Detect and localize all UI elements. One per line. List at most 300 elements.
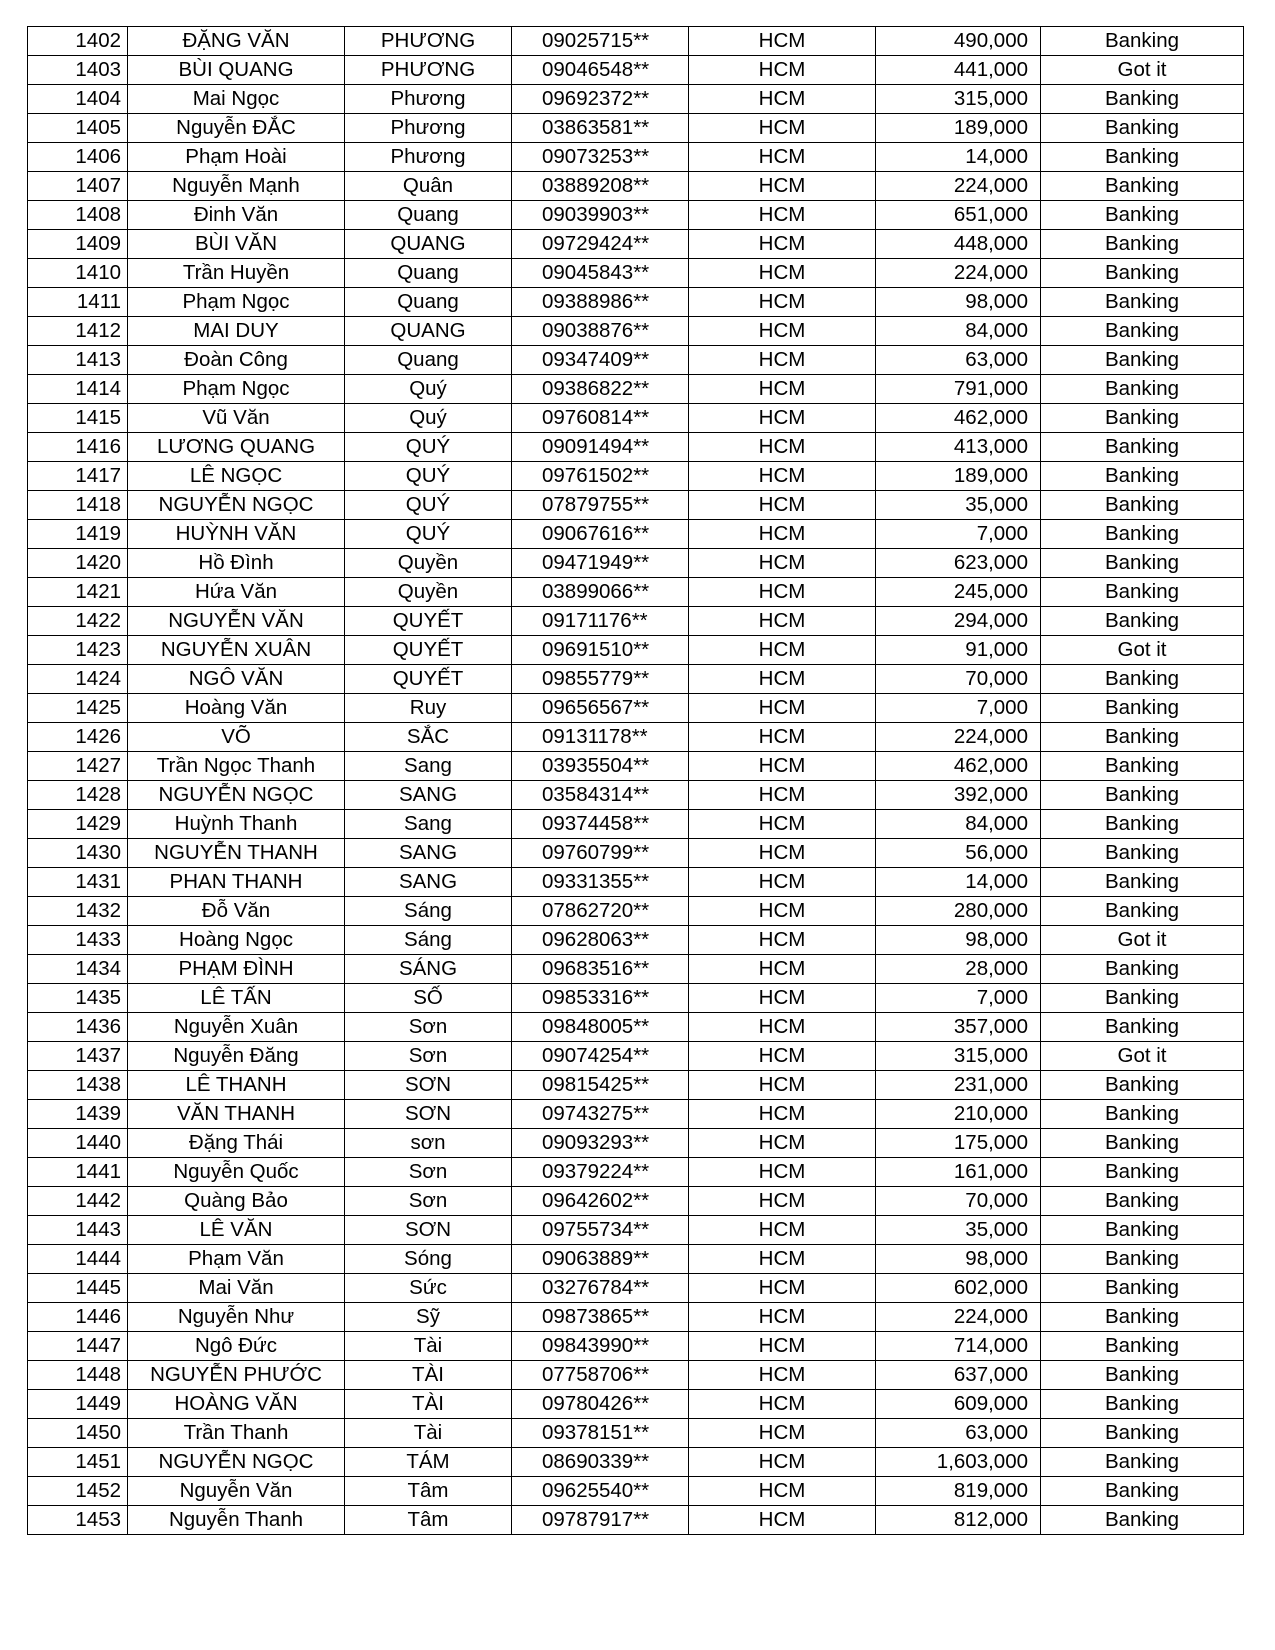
status-cell: Got it	[1041, 56, 1244, 85]
surname-cell: Trần Ngọc Thanh	[128, 752, 345, 781]
table-row	[28, 259, 1244, 288]
city-cell: HCM	[689, 1361, 876, 1390]
row-number-cell: 1419	[28, 520, 128, 549]
city-cell: HCM	[689, 1071, 876, 1100]
amount-cell: 98,000	[876, 288, 1041, 317]
table-row	[28, 1013, 1244, 1042]
surname-cell: Nguyễn Quốc	[128, 1158, 345, 1187]
row-number-cell: 1430	[28, 839, 128, 868]
table-row	[28, 1506, 1244, 1535]
status-cell: Banking	[1041, 462, 1244, 491]
given-name-cell: QUÝ	[345, 462, 512, 491]
surname-cell: Ngô Đức	[128, 1332, 345, 1361]
status-cell: Banking	[1041, 1129, 1244, 1158]
status-cell: Banking	[1041, 1506, 1244, 1535]
given-name-cell: SẮC	[345, 723, 512, 752]
surname-cell: VĂN THANH	[128, 1100, 345, 1129]
table-row	[28, 897, 1244, 926]
phone-cell: 09171176**	[512, 607, 689, 636]
surname-cell: Đinh Văn	[128, 201, 345, 230]
table-row	[28, 1245, 1244, 1274]
city-cell: HCM	[689, 404, 876, 433]
phone-cell: 03584314**	[512, 781, 689, 810]
table-row	[28, 201, 1244, 230]
city-cell: HCM	[689, 1390, 876, 1419]
table-row	[28, 1448, 1244, 1477]
city-cell: HCM	[689, 1013, 876, 1042]
row-number-cell: 1414	[28, 375, 128, 404]
given-name-cell: Phương	[345, 85, 512, 114]
surname-cell: Nguyễn Văn	[128, 1477, 345, 1506]
phone-cell: 09760799**	[512, 839, 689, 868]
phone-cell: 07862720**	[512, 897, 689, 926]
table-row	[28, 172, 1244, 201]
status-cell: Banking	[1041, 346, 1244, 375]
status-cell: Banking	[1041, 955, 1244, 984]
status-cell: Banking	[1041, 259, 1244, 288]
table-row	[28, 1361, 1244, 1390]
status-cell: Banking	[1041, 1158, 1244, 1187]
table-row	[28, 1303, 1244, 1332]
amount-cell: 315,000	[876, 85, 1041, 114]
row-number-cell: 1445	[28, 1274, 128, 1303]
amount-cell: 70,000	[876, 665, 1041, 694]
status-cell: Banking	[1041, 868, 1244, 897]
given-name-cell: PHƯƠNG	[345, 27, 512, 56]
phone-cell: 09471949**	[512, 549, 689, 578]
row-number-cell: 1452	[28, 1477, 128, 1506]
phone-cell: 09039903**	[512, 201, 689, 230]
row-number-cell: 1442	[28, 1187, 128, 1216]
status-cell: Banking	[1041, 1187, 1244, 1216]
city-cell: HCM	[689, 230, 876, 259]
city-cell: HCM	[689, 1419, 876, 1448]
amount-cell: 210,000	[876, 1100, 1041, 1129]
city-cell: HCM	[689, 27, 876, 56]
city-cell: HCM	[689, 1187, 876, 1216]
row-number-cell: 1424	[28, 665, 128, 694]
amount-cell: 819,000	[876, 1477, 1041, 1506]
phone-cell: 03889208**	[512, 172, 689, 201]
status-cell: Banking	[1041, 897, 1244, 926]
row-number-cell: 1431	[28, 868, 128, 897]
row-number-cell: 1402	[28, 27, 128, 56]
surname-cell: Hoàng Văn	[128, 694, 345, 723]
table-row	[28, 230, 1244, 259]
table-row	[28, 723, 1244, 752]
status-cell: Banking	[1041, 317, 1244, 346]
given-name-cell: Tài	[345, 1419, 512, 1448]
city-cell: HCM	[689, 955, 876, 984]
phone-cell: 09692372**	[512, 85, 689, 114]
city-cell: HCM	[689, 56, 876, 85]
given-name-cell: Sáng	[345, 897, 512, 926]
row-number-cell: 1416	[28, 433, 128, 462]
phone-cell: 09046548**	[512, 56, 689, 85]
phone-cell: 09743275**	[512, 1100, 689, 1129]
phone-cell: 09780426**	[512, 1390, 689, 1419]
phone-cell: 07879755**	[512, 491, 689, 520]
city-cell: HCM	[689, 85, 876, 114]
amount-cell: 448,000	[876, 230, 1041, 259]
given-name-cell: Quang	[345, 201, 512, 230]
row-number-cell: 1440	[28, 1129, 128, 1158]
phone-cell: 09683516**	[512, 955, 689, 984]
status-cell: Banking	[1041, 114, 1244, 143]
given-name-cell: Quang	[345, 259, 512, 288]
city-cell: HCM	[689, 491, 876, 520]
status-cell: Banking	[1041, 723, 1244, 752]
phone-cell: 09625540**	[512, 1477, 689, 1506]
amount-cell: 462,000	[876, 752, 1041, 781]
city-cell: HCM	[689, 1245, 876, 1274]
given-name-cell: TÀI	[345, 1390, 512, 1419]
amount-cell: 1,603,000	[876, 1448, 1041, 1477]
surname-cell: LÊ TẤN	[128, 984, 345, 1013]
given-name-cell: PHƯƠNG	[345, 56, 512, 85]
city-cell: HCM	[689, 1042, 876, 1071]
phone-cell: 09045843**	[512, 259, 689, 288]
table-row	[28, 56, 1244, 85]
given-name-cell: Phương	[345, 114, 512, 143]
city-cell: HCM	[689, 636, 876, 665]
given-name-cell: Sang	[345, 810, 512, 839]
amount-cell: 462,000	[876, 404, 1041, 433]
row-number-cell: 1429	[28, 810, 128, 839]
phone-cell: 09388986**	[512, 288, 689, 317]
surname-cell: Huỳnh Thanh	[128, 810, 345, 839]
city-cell: HCM	[689, 114, 876, 143]
phone-cell: 09067616**	[512, 520, 689, 549]
city-cell: HCM	[689, 810, 876, 839]
given-name-cell: QUANG	[345, 317, 512, 346]
city-cell: HCM	[689, 607, 876, 636]
status-cell: Banking	[1041, 1013, 1244, 1042]
row-number-cell: 1404	[28, 85, 128, 114]
status-cell: Banking	[1041, 665, 1244, 694]
table-row	[28, 404, 1244, 433]
row-number-cell: 1412	[28, 317, 128, 346]
table-body	[28, 27, 1244, 1535]
table-row	[28, 810, 1244, 839]
city-cell: HCM	[689, 172, 876, 201]
amount-cell: 224,000	[876, 172, 1041, 201]
city-cell: HCM	[689, 346, 876, 375]
given-name-cell: QUYẾT	[345, 636, 512, 665]
phone-cell: 09331355**	[512, 868, 689, 897]
row-number-cell: 1423	[28, 636, 128, 665]
table-row	[28, 549, 1244, 578]
surname-cell: Phạm Hoài	[128, 143, 345, 172]
given-name-cell: TÁM	[345, 1448, 512, 1477]
status-cell: Banking	[1041, 694, 1244, 723]
phone-cell: 09787917**	[512, 1506, 689, 1535]
city-cell: HCM	[689, 1158, 876, 1187]
city-cell: HCM	[689, 1332, 876, 1361]
row-number-cell: 1405	[28, 114, 128, 143]
city-cell: HCM	[689, 1506, 876, 1535]
table-row	[28, 839, 1244, 868]
city-cell: HCM	[689, 984, 876, 1013]
given-name-cell: SÁNG	[345, 955, 512, 984]
table-row	[28, 926, 1244, 955]
row-number-cell: 1438	[28, 1071, 128, 1100]
amount-cell: 413,000	[876, 433, 1041, 462]
surname-cell: Nguyễn Thanh	[128, 1506, 345, 1535]
given-name-cell: QUYẾT	[345, 665, 512, 694]
row-number-cell: 1433	[28, 926, 128, 955]
city-cell: HCM	[689, 143, 876, 172]
status-cell: Banking	[1041, 1361, 1244, 1390]
row-number-cell: 1418	[28, 491, 128, 520]
row-number-cell: 1422	[28, 607, 128, 636]
surname-cell: NGUYỄN XUÂN	[128, 636, 345, 665]
surname-cell: NGUYỄN PHƯỚC	[128, 1361, 345, 1390]
phone-cell: 09131178**	[512, 723, 689, 752]
surname-cell: LÊ THANH	[128, 1071, 345, 1100]
status-cell: Banking	[1041, 1332, 1244, 1361]
row-number-cell: 1403	[28, 56, 128, 85]
table-row	[28, 1158, 1244, 1187]
city-cell: HCM	[689, 839, 876, 868]
row-number-cell: 1435	[28, 984, 128, 1013]
phone-cell: 09755734**	[512, 1216, 689, 1245]
given-name-cell: Sơn	[345, 1013, 512, 1042]
phone-cell: 09074254**	[512, 1042, 689, 1071]
phone-cell: 09386822**	[512, 375, 689, 404]
city-cell: HCM	[689, 433, 876, 462]
given-name-cell: Tâm	[345, 1477, 512, 1506]
surname-cell: Đỗ Văn	[128, 897, 345, 926]
amount-cell: 7,000	[876, 694, 1041, 723]
given-name-cell: Quyền	[345, 578, 512, 607]
row-number-cell: 1447	[28, 1332, 128, 1361]
phone-cell: 09843990**	[512, 1332, 689, 1361]
amount-cell: 98,000	[876, 926, 1041, 955]
table-row	[28, 85, 1244, 114]
surname-cell: VÕ	[128, 723, 345, 752]
phone-cell: 09691510**	[512, 636, 689, 665]
given-name-cell: SANG	[345, 781, 512, 810]
table-row	[28, 868, 1244, 897]
table-row	[28, 114, 1244, 143]
status-cell: Banking	[1041, 781, 1244, 810]
surname-cell: Đặng Thái	[128, 1129, 345, 1158]
table-row	[28, 1477, 1244, 1506]
row-number-cell: 1443	[28, 1216, 128, 1245]
city-cell: HCM	[689, 578, 876, 607]
phone-cell: 09873865**	[512, 1303, 689, 1332]
status-cell: Banking	[1041, 1245, 1244, 1274]
table-row	[28, 288, 1244, 317]
given-name-cell: Quang	[345, 346, 512, 375]
row-number-cell: 1406	[28, 143, 128, 172]
row-number-cell: 1415	[28, 404, 128, 433]
city-cell: HCM	[689, 868, 876, 897]
amount-cell: 651,000	[876, 201, 1041, 230]
table-row	[28, 578, 1244, 607]
phone-cell: 09347409**	[512, 346, 689, 375]
surname-cell: PHẠM ĐÌNH	[128, 955, 345, 984]
table-row	[28, 636, 1244, 665]
given-name-cell: QUÝ	[345, 520, 512, 549]
row-number-cell: 1428	[28, 781, 128, 810]
table-row	[28, 491, 1244, 520]
city-cell: HCM	[689, 665, 876, 694]
phone-cell: 09063889**	[512, 1245, 689, 1274]
phone-cell: 09853316**	[512, 984, 689, 1013]
amount-cell: 224,000	[876, 1303, 1041, 1332]
row-number-cell: 1407	[28, 172, 128, 201]
given-name-cell: Sỹ	[345, 1303, 512, 1332]
status-cell: Banking	[1041, 143, 1244, 172]
given-name-cell: TÀI	[345, 1361, 512, 1390]
given-name-cell: Sóng	[345, 1245, 512, 1274]
surname-cell: NGÔ VĂN	[128, 665, 345, 694]
given-name-cell: Ruy	[345, 694, 512, 723]
row-number-cell: 1444	[28, 1245, 128, 1274]
table-row	[28, 1332, 1244, 1361]
city-cell: HCM	[689, 1100, 876, 1129]
phone-cell: 09374458**	[512, 810, 689, 839]
status-cell: Banking	[1041, 549, 1244, 578]
city-cell: HCM	[689, 549, 876, 578]
table-row	[28, 1042, 1244, 1071]
row-number-cell: 1413	[28, 346, 128, 375]
given-name-cell: Quân	[345, 172, 512, 201]
surname-cell: BÙI QUANG	[128, 56, 345, 85]
surname-cell: NGUYỄN VĂN	[128, 607, 345, 636]
given-name-cell: SƠN	[345, 1071, 512, 1100]
table-row	[28, 752, 1244, 781]
status-cell: Banking	[1041, 1419, 1244, 1448]
status-cell: Banking	[1041, 375, 1244, 404]
city-cell: HCM	[689, 1216, 876, 1245]
row-number-cell: 1420	[28, 549, 128, 578]
surname-cell: Phạm Ngọc	[128, 375, 345, 404]
phone-cell: 09093293**	[512, 1129, 689, 1158]
amount-cell: 623,000	[876, 549, 1041, 578]
amount-cell: 791,000	[876, 375, 1041, 404]
status-cell: Banking	[1041, 810, 1244, 839]
surname-cell: LÊ VĂN	[128, 1216, 345, 1245]
surname-cell: Quàng Bảo	[128, 1187, 345, 1216]
phone-cell: 09855779**	[512, 665, 689, 694]
table-row	[28, 984, 1244, 1013]
phone-cell: 03899066**	[512, 578, 689, 607]
given-name-cell: Tâm	[345, 1506, 512, 1535]
row-number-cell: 1441	[28, 1158, 128, 1187]
row-number-cell: 1453	[28, 1506, 128, 1535]
amount-cell: 84,000	[876, 810, 1041, 839]
amount-cell: 63,000	[876, 1419, 1041, 1448]
surname-cell: NGUYỄN NGỌC	[128, 1448, 345, 1477]
status-cell: Banking	[1041, 1100, 1244, 1129]
phone-cell: 09656567**	[512, 694, 689, 723]
row-number-cell: 1426	[28, 723, 128, 752]
surname-cell: Hoàng Ngọc	[128, 926, 345, 955]
surname-cell: Nguyễn Mạnh	[128, 172, 345, 201]
given-name-cell: Quang	[345, 288, 512, 317]
row-number-cell: 1425	[28, 694, 128, 723]
amount-cell: 161,000	[876, 1158, 1041, 1187]
status-cell: Banking	[1041, 984, 1244, 1013]
amount-cell: 70,000	[876, 1187, 1041, 1216]
surname-cell: Nguyễn Đăng	[128, 1042, 345, 1071]
status-cell: Banking	[1041, 404, 1244, 433]
row-number-cell: 1421	[28, 578, 128, 607]
amount-cell: 602,000	[876, 1274, 1041, 1303]
status-cell: Banking	[1041, 1071, 1244, 1100]
amount-cell: 7,000	[876, 984, 1041, 1013]
status-cell: Banking	[1041, 1274, 1244, 1303]
amount-cell: 14,000	[876, 868, 1041, 897]
surname-cell: MAI DUY	[128, 317, 345, 346]
table-row	[28, 143, 1244, 172]
row-number-cell: 1432	[28, 897, 128, 926]
amount-cell: 609,000	[876, 1390, 1041, 1419]
amount-cell: 315,000	[876, 1042, 1041, 1071]
surname-cell: Nguyễn Như	[128, 1303, 345, 1332]
row-number-cell: 1446	[28, 1303, 128, 1332]
given-name-cell: Sức	[345, 1274, 512, 1303]
status-cell: Banking	[1041, 1390, 1244, 1419]
phone-cell: 08690339**	[512, 1448, 689, 1477]
surname-cell: BÙI VĂN	[128, 230, 345, 259]
city-cell: HCM	[689, 201, 876, 230]
surname-cell: NGUYỄN NGỌC	[128, 781, 345, 810]
city-cell: HCM	[689, 520, 876, 549]
row-number-cell: 1450	[28, 1419, 128, 1448]
given-name-cell: Sáng	[345, 926, 512, 955]
city-cell: HCM	[689, 1448, 876, 1477]
given-name-cell: Phương	[345, 143, 512, 172]
table-row	[28, 1390, 1244, 1419]
surname-cell: Nguyễn ĐẮC	[128, 114, 345, 143]
status-cell: Banking	[1041, 1303, 1244, 1332]
given-name-cell: QUÝ	[345, 491, 512, 520]
amount-cell: 280,000	[876, 897, 1041, 926]
surname-cell: NGUYỄN NGỌC	[128, 491, 345, 520]
table-row	[28, 607, 1244, 636]
amount-cell: 224,000	[876, 723, 1041, 752]
phone-cell: 09729424**	[512, 230, 689, 259]
table-row	[28, 1419, 1244, 1448]
table-row	[28, 1274, 1244, 1303]
city-cell: HCM	[689, 462, 876, 491]
surname-cell: LƯƠNG QUANG	[128, 433, 345, 462]
given-name-cell: QUANG	[345, 230, 512, 259]
status-cell: Banking	[1041, 607, 1244, 636]
row-number-cell: 1439	[28, 1100, 128, 1129]
city-cell: HCM	[689, 752, 876, 781]
city-cell: HCM	[689, 1303, 876, 1332]
row-number-cell: 1408	[28, 201, 128, 230]
given-name-cell: SƠN	[345, 1100, 512, 1129]
given-name-cell: Quyền	[345, 549, 512, 578]
surname-cell: Mai Văn	[128, 1274, 345, 1303]
surname-cell: Phạm Ngọc	[128, 288, 345, 317]
city-cell: HCM	[689, 926, 876, 955]
surname-cell: HOÀNG VĂN	[128, 1390, 345, 1419]
phone-cell: 09848005**	[512, 1013, 689, 1042]
amount-cell: 224,000	[876, 259, 1041, 288]
status-cell: Banking	[1041, 288, 1244, 317]
given-name-cell: QUYẾT	[345, 607, 512, 636]
table-row	[28, 346, 1244, 375]
phone-cell: 03863581**	[512, 114, 689, 143]
amount-cell: 637,000	[876, 1361, 1041, 1390]
